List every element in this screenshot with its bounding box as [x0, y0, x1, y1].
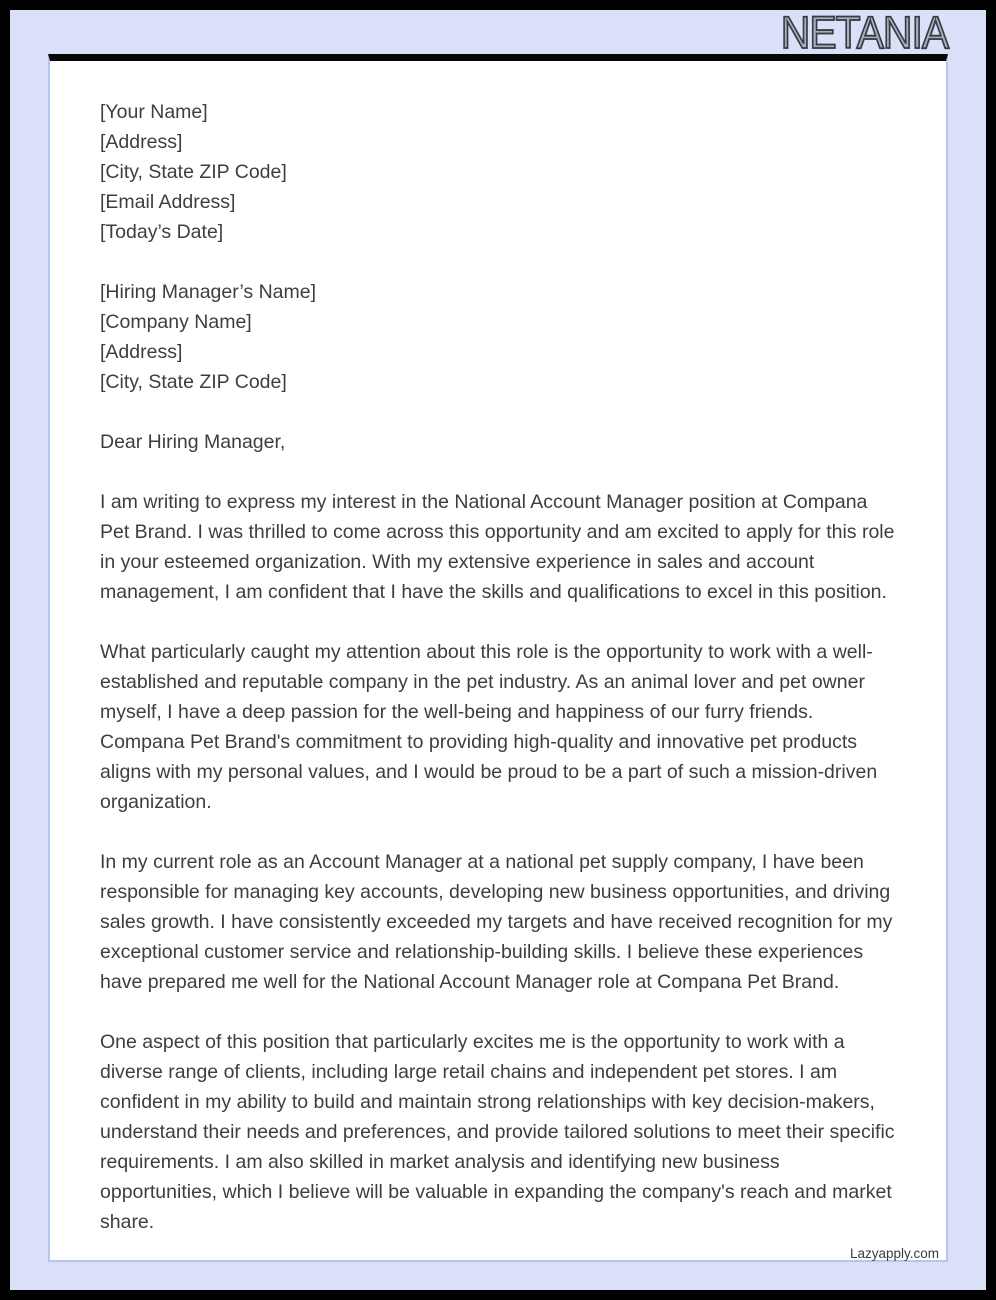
brand-logo: NETANIA — [780, 8, 948, 59]
recipient-block — [100, 277, 902, 397]
sender-email: [Email Address] — [100, 191, 236, 213]
paragraph-experience: In my current role as an Account Manager at a national pet supply company, I have been responsible for managing key accounts, developing new business opportunities, and driving sales growth. I have consistently exceeded my targets and have received recognition for my exceptional customer service and relationship-building skills. I believe these experiences have prepared me well for the National Account Manager role at Compana Pet Brand. — [100, 851, 893, 993]
paragraph-clients: One aspect of this position that particularly excites me is the opportunity to work with a diverse range of clients, including large retail chains and independent pet stores. I am confident in my ability to build and maintain strong relationships with key decision-makers, understand their needs and preferences, and provide tailored solutions to meet their specific requirements. I am also skilled in market analysis and identifying new business opportunities, which I believe will be valuable in expanding the company's reach and market share. — [100, 1031, 895, 1233]
watermark-link[interactable]: Lazyapply.com — [849, 1246, 939, 1261]
sender-date: [Today’s Date] — [100, 221, 224, 243]
recipient-city-state-zip: [City, State ZIP Code] — [100, 371, 287, 393]
sender-city-state-zip: [City, State ZIP Code] — [100, 161, 287, 183]
recipient-company: [Company Name] — [100, 311, 252, 333]
letter-body — [100, 97, 902, 1237]
paragraph-intro: I am writing to express my interest in the National Account Manager position at Compana Pet Brand. I was thrilled to come across this opportunity and am excited to apply for this role in your esteemed organization. With my extensive experience in sales and account management, I am confident that I have the skills and qualifications to excel in this position. — [100, 491, 895, 603]
sender-block — [100, 97, 902, 247]
salutation: Dear Hiring Manager, — [100, 431, 286, 453]
sender-address: [Address] — [100, 131, 183, 153]
sender-name: [Your Name] — [100, 101, 208, 123]
recipient-name: [Hiring Manager’s Name] — [100, 281, 317, 303]
paragraph-motivation: What particularly caught my attention about this role is the opportunity to work with a well-established and reputable company in the pet industry. As an animal lover and pet owner myself, I have a deep passion for the well-being and happiness of our furry friends. Compana Pet Brand's commitment to providing high-quality and innovative pet products aligns with my personal values, and I would be proud to be a part of such a mission-driven organization. — [100, 641, 878, 813]
recipient-address: [Address] — [100, 341, 183, 363]
